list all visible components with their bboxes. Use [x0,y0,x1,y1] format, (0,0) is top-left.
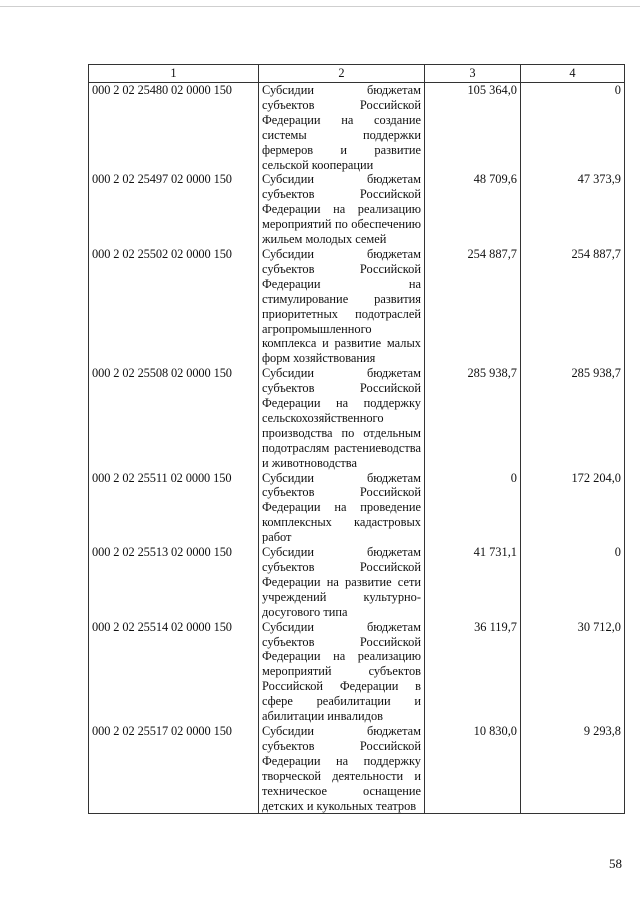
amount-col4: 9 293,8 [521,724,625,814]
revenue-name: Субсидии бюджетам субъектов Российской Федерации на поддержку творческой деятельности и техническое оснащение детских и кукольных театров [259,724,425,814]
table-header [89,65,625,83]
amount-col3: 36 119,7 [425,620,521,724]
budget-code: 000 2 02 25502 02 0000 150 [89,247,259,366]
budget-code: 000 2 02 25514 02 0000 150 [89,620,259,724]
table-row [89,172,625,247]
table-row [89,83,625,173]
table-body [89,83,625,814]
amount-col3: 285 938,7 [425,366,521,470]
amount-col4: 0 [521,545,625,620]
table-row [89,620,625,724]
scan-edge [0,6,640,7]
revenue-name: Субсидии бюджетам субъектов Российской Федерации на реализацию мероприятий по обеспечению жильем молодых семей [259,172,425,247]
table-row [89,366,625,470]
amount-col4: 172 204,0 [521,471,625,546]
budget-code: 000 2 02 25513 02 0000 150 [89,545,259,620]
column-header-3: 3 [425,65,521,83]
amount-col4: 285 938,7 [521,366,625,470]
table-row [89,545,625,620]
revenue-name: Субсидии бюджетам субъектов Российской Федерации на реализацию мероприятий субъектов Российской Федерации в сфере реабилитации и абилитации инвалидов [259,620,425,724]
amount-col3: 0 [425,471,521,546]
amount-col3: 254 887,7 [425,247,521,366]
header-row [89,65,625,83]
column-header-2: 2 [259,65,425,83]
table-row [89,724,625,814]
amount-col4: 30 712,0 [521,620,625,724]
budget-code: 000 2 02 25508 02 0000 150 [89,366,259,470]
revenue-name: Субсидии бюджетам субъектов Российской Федерации на стимулирование развития приоритетных подотраслей агропромышленного комплекса и развитие малых форм хозяйствования [259,247,425,366]
revenue-name: Субсидии бюджетам субъектов Российской Федерации на поддержку сельскохозяйственного производства по отдельным подотраслям растениеводства и животноводства [259,366,425,470]
amount-col4: 47 373,9 [521,172,625,247]
amount-col4: 254 887,7 [521,247,625,366]
page-number: 58 [609,856,622,871]
column-header-1: 1 [89,65,259,83]
table-row [89,247,625,366]
budget-code: 000 2 02 25517 02 0000 150 [89,724,259,814]
amount-col4: 0 [521,83,625,173]
budget-code: 000 2 02 25497 02 0000 150 [89,172,259,247]
amount-col3: 41 731,1 [425,545,521,620]
budget-code: 000 2 02 25511 02 0000 150 [89,471,259,546]
column-header-4: 4 [521,65,625,83]
revenue-name: Субсидии бюджетам субъектов Российской Федерации на создание системы поддержки фермеров и развитие сельской кооперации [259,83,425,173]
budget-table [88,64,625,814]
budget-code: 000 2 02 25480 02 0000 150 [89,83,259,173]
revenue-name: Субсидии бюджетам субъектов Российской Федерации на проведение комплексных кадастровых работ [259,471,425,546]
table-row [89,471,625,546]
amount-col3: 10 830,0 [425,724,521,814]
amount-col3: 105 364,0 [425,83,521,173]
amount-col3: 48 709,6 [425,172,521,247]
revenue-name: Субсидии бюджетам субъектов Российской Федерации на развитие сети учреждений культурно-досугового типа [259,545,425,620]
